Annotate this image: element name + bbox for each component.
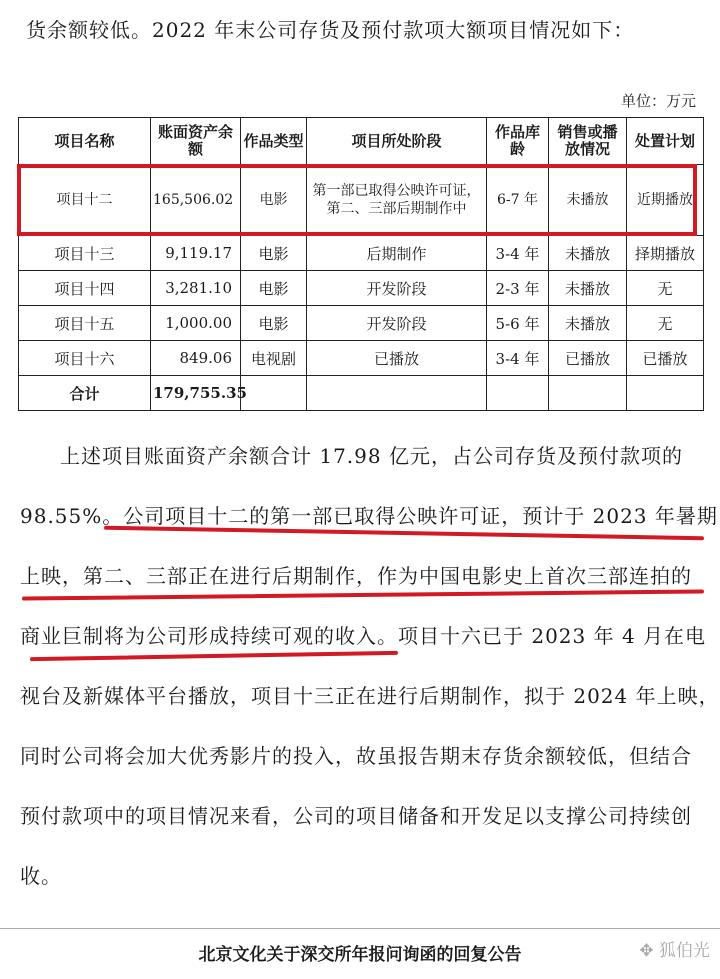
watermark xyxy=(639,936,710,961)
cell-sales-status: 未播放 xyxy=(549,165,627,236)
cell-disposal-plan: 择期播放 xyxy=(627,236,704,271)
cell-empty xyxy=(241,376,307,411)
cell-work-type: 电影 xyxy=(241,236,307,271)
header-sales-status: 销售或播放情况 xyxy=(549,118,627,165)
cell-sales-status: 未播放 xyxy=(549,236,627,271)
watermark-text: 狐伯光 xyxy=(659,941,710,961)
header-project-name: 项目名称 xyxy=(19,118,151,165)
cell-book-balance: 1,000.00 xyxy=(151,306,241,341)
cell-total-value: 179,755.35 xyxy=(151,376,241,411)
cell-project-stage: 开发阶段 xyxy=(307,306,487,341)
header-work-type: 作品类型 xyxy=(241,118,307,165)
paragraph-line: 预付款项中的项目情况来看，公司的项目储备和开发足以支撑公司持续创 xyxy=(20,804,692,828)
cell-disposal-plan: 无 xyxy=(627,306,704,341)
cell-project-name: 项目十二 xyxy=(19,165,151,236)
cell-work-type: 电影 xyxy=(241,271,307,306)
paragraph-line: 上映，第二、三部正在进行后期制作，作为中国电影史上首次三部连拍的 xyxy=(20,564,692,588)
header-project-stage: 项目所处阶段 xyxy=(307,118,487,165)
cell-empty xyxy=(307,376,487,411)
paragraph-line: 视台及新媒体平台播放，项目十三正在进行后期制作，拟于 2024 年上映， xyxy=(20,684,720,708)
paw-icon: ✥ xyxy=(639,941,654,961)
cell-project-name: 项目十六 xyxy=(19,341,151,376)
cell-disposal-plan: 近期播放 xyxy=(627,165,704,236)
cell-work-type: 电视剧 xyxy=(241,341,307,376)
cell-empty xyxy=(487,376,549,411)
cell-work-age: 3-4 年 xyxy=(487,341,549,376)
table-row xyxy=(19,236,704,271)
cell-book-balance: 9,119.17 xyxy=(151,236,241,271)
paragraph-line: 98.55%。公司项目十二的第一部已取得公映许可证，预计于 2023 年暑期 xyxy=(20,504,718,528)
cell-work-age: 6-7 年 xyxy=(487,165,549,236)
cell-sales-status: 未播放 xyxy=(549,271,627,306)
table-row xyxy=(19,306,704,341)
intro-line: 货余额较低。2022 年末公司存货及预付款项大额项目情况如下： xyxy=(26,18,635,42)
cell-project-stage: 开发阶段 xyxy=(307,271,487,306)
highlight-box xyxy=(17,164,697,236)
header-book-balance: 账面资产余额 xyxy=(151,118,241,165)
cell-project-name: 项目十五 xyxy=(19,306,151,341)
body-paragraph xyxy=(20,426,720,906)
table-row xyxy=(19,271,704,306)
cell-book-balance: 165,506.02 xyxy=(151,165,241,236)
header-work-age: 作品库龄 xyxy=(487,118,549,165)
cell-project-name: 项目十四 xyxy=(19,271,151,306)
paragraph-line: 收。 xyxy=(20,864,62,888)
cell-total-label: 合计 xyxy=(19,376,151,411)
cell-sales-status: 已播放 xyxy=(549,341,627,376)
cell-project-stage: 已播放 xyxy=(307,341,487,376)
footer-divider xyxy=(0,928,720,929)
paragraph-line: 同时公司将会加大优秀影片的投入，故虽报告期末存货余额较低，但结合 xyxy=(20,744,692,768)
cell-work-age: 3-4 年 xyxy=(487,236,549,271)
cell-disposal-plan: 无 xyxy=(627,271,704,306)
cell-book-balance: 849.06 xyxy=(151,341,241,376)
cell-work-type: 电影 xyxy=(241,165,307,236)
cell-project-name: 项目十三 xyxy=(19,236,151,271)
inventory-table xyxy=(18,117,704,411)
header-disposal-plan: 处置计划 xyxy=(627,118,704,165)
cell-disposal-plan: 已播放 xyxy=(627,341,704,376)
cell-work-age: 5-6 年 xyxy=(487,306,549,341)
cell-sales-status: 未播放 xyxy=(549,306,627,341)
cell-project-stage: 后期制作 xyxy=(307,236,487,271)
table-total-row xyxy=(19,376,704,411)
cell-book-balance: 3,281.10 xyxy=(151,271,241,306)
table-header-row xyxy=(19,118,704,165)
paragraph-line: 上述项目账面资产余额合计 17.98 亿元，占公司存货及预付款项的 xyxy=(60,444,683,468)
footer-title: 北京文化关于深交所年报问询函的回复公告 xyxy=(198,945,522,965)
cell-empty xyxy=(627,376,704,411)
cell-work-age: 2-3 年 xyxy=(487,271,549,306)
table-row xyxy=(19,341,704,376)
cell-project-stage: 第一部已取得公映许可证，第二、三部后期制作中 xyxy=(307,165,487,236)
paragraph-line: 商业巨制将为公司形成持续可观的收入。项目十六已于 2023 年 4 月在电 xyxy=(20,624,707,648)
unit-label: 单位：万元 xyxy=(620,92,696,110)
cell-empty xyxy=(549,376,627,411)
cell-work-type: 电影 xyxy=(241,306,307,341)
